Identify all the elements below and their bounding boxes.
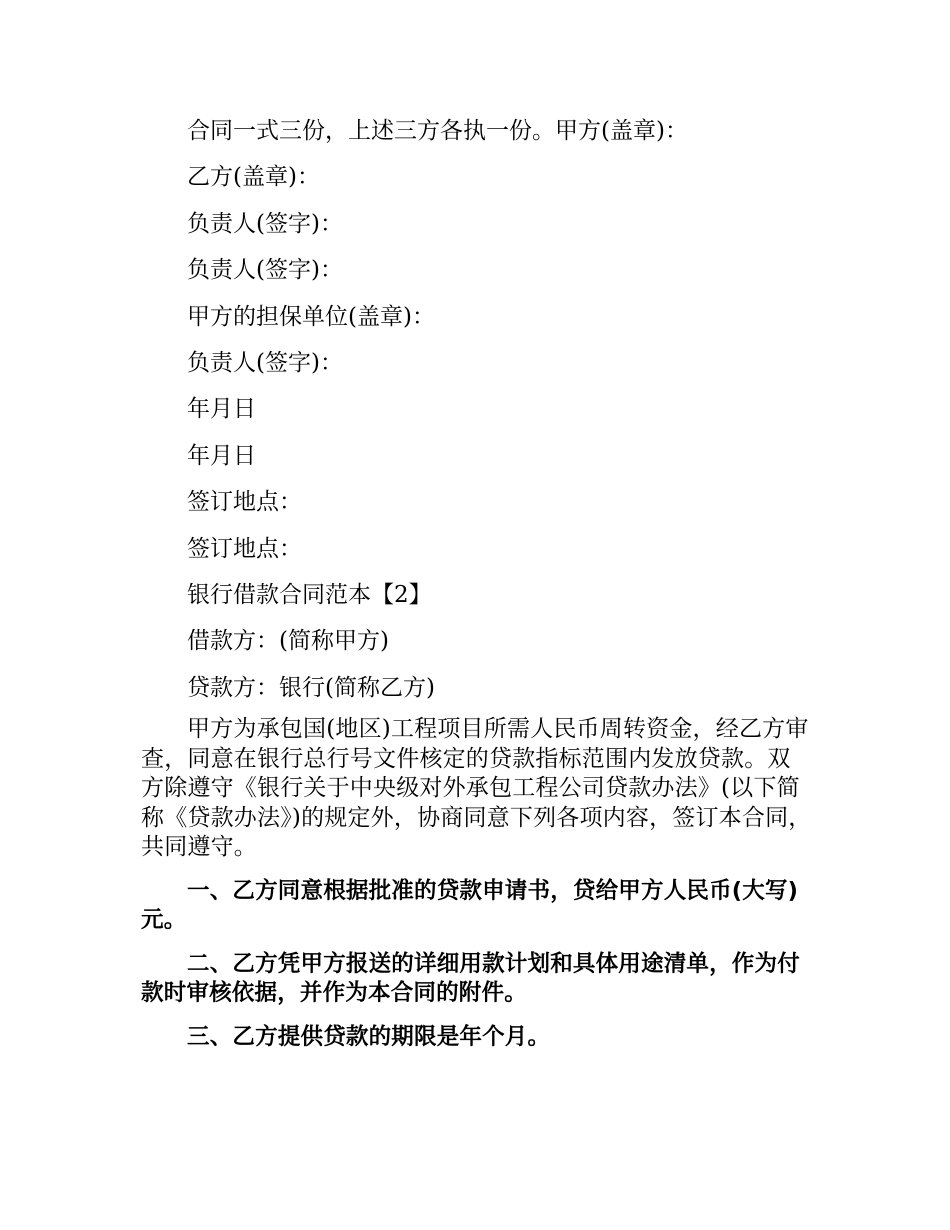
text-line-party-b-seal: 乙方(盖章)： <box>187 164 320 191</box>
section-heading: 银行借款合同范本【2】 <box>187 582 432 609</box>
text-line-signature-3: 负责人(签字)： <box>187 350 343 377</box>
text-line-copies: 合同一式三份，上述三方各执一份。甲方(盖章)： <box>187 118 688 144</box>
text-line-lender: 贷款方：银行(简称乙方) <box>187 674 435 701</box>
clause-1: 一、乙方同意根据批准的贷款申请书，贷给甲方人民币(大写)元。 <box>141 877 799 934</box>
text-line-signature-2: 负责人(签字)： <box>187 257 343 284</box>
intro-paragraph: 甲方为承包国(地区)工程项目所需人民币周转资金，经乙方审查，同意在银行总行号文件核定的贷款指标范围内发放贷款。双方除遵守《银行关于中央级对外承包工程公司贷款办法》(以下简称《贷款办法》)的规定外，协商同意下列各项内容，签订本合同，共同遵守。 <box>141 716 812 861</box>
clause-3: 三、乙方提供贷款的期限是年个月。 <box>187 1023 551 1050</box>
clause-2: 二、乙方凭甲方报送的详细用款计划和具体用途清单，作为付款时审核依据，并作为本合同的附件。 <box>141 950 800 1007</box>
text-line-location-2: 签订地点： <box>187 535 302 562</box>
text-line-date-1: 年月日 <box>187 396 256 423</box>
document-body <box>141 108 813 1052</box>
text-line-date-2: 年月日 <box>187 442 256 469</box>
text-line-guarantor-seal: 甲方的担保单位(盖章)： <box>187 303 435 330</box>
text-line-borrower: 借款方：(简称甲方) <box>187 628 389 655</box>
text-line-location-1: 签订地点： <box>187 489 302 516</box>
text-line-signature-1: 负责人(签字)： <box>187 210 343 237</box>
